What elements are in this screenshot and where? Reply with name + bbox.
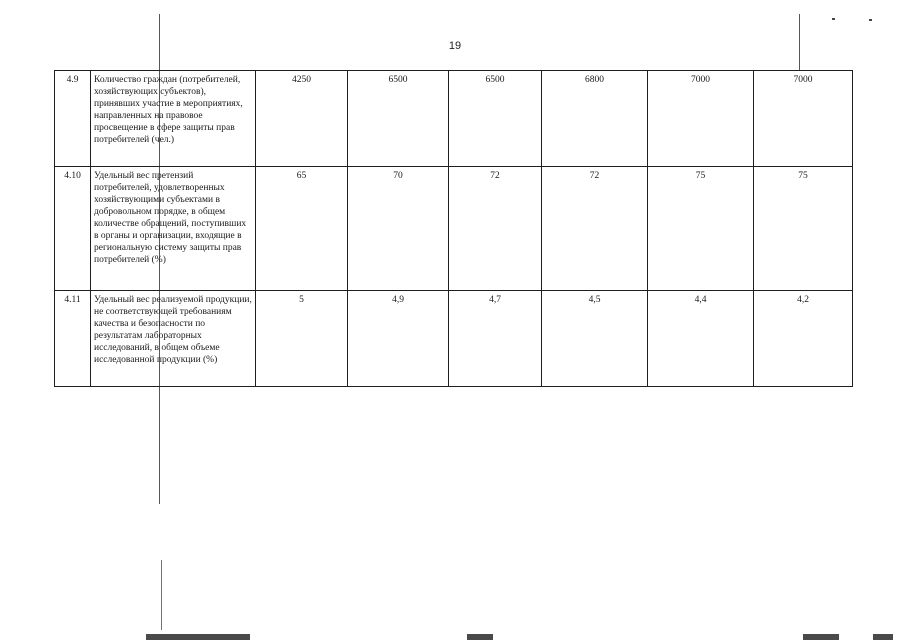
scan-artifact-smudge [873,634,893,640]
scan-artifact-line [161,560,162,630]
scan-artifact-smudge [467,634,493,640]
scan-artifact-smudge [803,634,839,640]
row-description: Удельный вес реализуемой продукции, не соответствующей требованиям качества и безопасности по результатам лабораторных исследований, в общем объеме исследованной продукции (%) [91,291,256,387]
value-cell: 6500 [348,71,449,167]
value-cell: 4,5 [542,291,648,387]
scan-artifact-line [799,14,800,70]
scan-artifact-smudge [146,634,250,640]
table-row [55,291,853,387]
value-cell: 72 [449,167,542,291]
value-cell: 7000 [754,71,853,167]
value-cell: 5 [256,291,348,387]
scan-artifact-dot [869,19,872,21]
row-description: Удельный вес претензий потребителей, удовлетворенных хозяйствующими субъектами в добровольном порядке, в общем количестве обращений, поступивших в органы и организации, входящие в региональную систему защиты прав потребителей (%) [91,167,256,291]
value-cell: 4,2 [754,291,853,387]
value-cell: 4,4 [648,291,754,387]
row-number: 4.9 [55,71,91,167]
row-number: 4.10 [55,167,91,291]
value-cell: 4,9 [348,291,449,387]
value-cell: 6500 [449,71,542,167]
value-cell: 6800 [542,71,648,167]
value-cell: 75 [648,167,754,291]
row-description: Количество граждан (потребителей, хозяйствующих субъектов), принявших участие в мероприятиях, направленных на правовое просвещение в сфере защиты прав потребителей (чел.) [91,71,256,167]
scan-artifact-dot [832,18,835,20]
value-cell: 65 [256,167,348,291]
value-cell: 72 [542,167,648,291]
table-row [55,71,853,167]
value-cell: 75 [754,167,853,291]
value-cell: 7000 [648,71,754,167]
value-cell: 4,7 [449,291,542,387]
indicators-table [54,70,853,387]
table-row [55,167,853,291]
page-number: 19 [448,40,462,52]
value-cell: 4250 [256,71,348,167]
row-number: 4.11 [55,291,91,387]
value-cell: 70 [348,167,449,291]
